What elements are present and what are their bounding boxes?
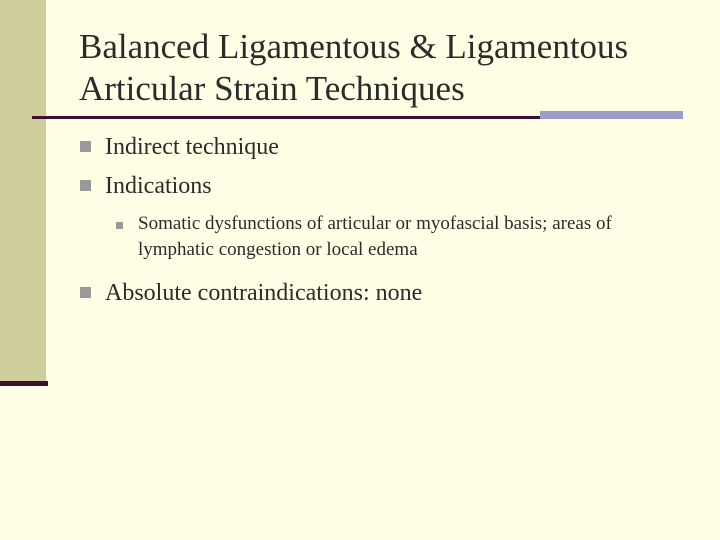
left-decorative-band (0, 0, 46, 383)
title-underline-rule (32, 116, 540, 119)
bullet-item-indications (80, 171, 212, 201)
sub-bullet-text: Somatic dysfunctions of articular or myofascial basis; areas of lymphatic congestion or local edema (138, 213, 612, 260)
slide-title-line-2: Articular Strain Techniques (79, 69, 465, 108)
left-band-rule (0, 381, 48, 386)
square-bullet-icon (80, 141, 91, 152)
square-bullet-icon (80, 287, 91, 298)
bullet-text: Indications (105, 173, 212, 199)
slide-title (79, 26, 699, 110)
slide-title-line-1: Balanced Ligamentous & Ligamentous (79, 27, 629, 66)
sub-bullet-item-somatic-dysfunctions (116, 211, 676, 263)
bullet-item-indirect-technique (80, 132, 279, 162)
bullet-text: Absolute contraindications: none (105, 280, 423, 306)
square-bullet-icon (116, 222, 123, 229)
bullet-item-absolute-contraindications (80, 278, 422, 308)
square-bullet-icon (80, 180, 91, 191)
title-accent-bar (540, 111, 683, 119)
bullet-text: Indirect technique (105, 134, 279, 160)
